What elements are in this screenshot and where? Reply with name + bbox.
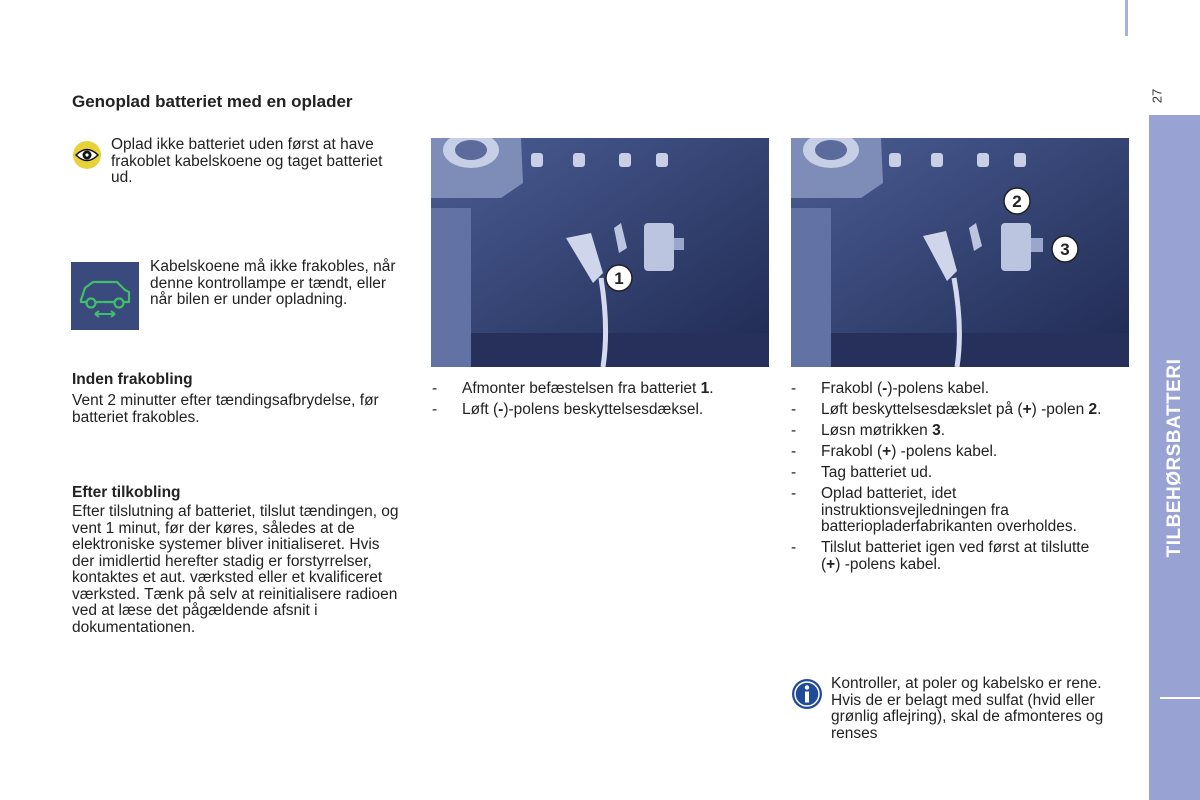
list-item: - Løft beskyttelsesdækslet på (+) -polen 2. xyxy=(791,402,1111,419)
sidebar-divider xyxy=(1160,697,1200,699)
before-disconnect-heading: Inden frakobling xyxy=(72,371,193,388)
page-number: 27 xyxy=(1149,88,1165,104)
steps-list-photo-1 xyxy=(432,381,777,423)
after-connect-text: Efter tilslutning af batteriet, tilslut tændingen, og vent 1 minut, før der køres, således at de elektroniske systemer bliver initialiseret. Hvis der imidlertid herefter stadig er forstyrrelser, kontaktes et aut. værksted eller et kvalificeret værksted. Tænk på selv at reinitialisere radioen ved at læse det pågældende afsnit i dokumentationen. xyxy=(72,503,399,636)
vehicle-note-text: Kabelskoene må ikke frakobles, når denne kontrollampe er tændt, eller når bilen er under opladning. xyxy=(150,258,396,308)
list-item: - Afmonter befæstelsen fra batteriet 1. xyxy=(432,381,777,398)
vehicle-charging-icon xyxy=(71,262,139,330)
info-note-text: Kontroller, at poler og kabelsko er rene. Hvis de er belagt med sulfat (hvid eller grønlig aflejring), skal de afmonteres og renses xyxy=(831,675,1104,742)
list-item: - Løft (-)-polens beskyttelsesdæksel. xyxy=(432,402,777,419)
callout-3: 3 xyxy=(1060,240,1070,259)
list-item: - Frakobl (-)-polens kabel. xyxy=(791,381,1111,398)
steps-list-photo-2 xyxy=(791,381,1111,578)
list-item: - Oplad batteriet, idet instruktionsvejledningen fra batteriopladerfabrikanten overholdes. xyxy=(791,486,1111,536)
info-icon xyxy=(791,678,823,710)
callout-2: 2 xyxy=(1012,192,1022,211)
top-accent-line xyxy=(1125,0,1128,36)
before-disconnect-text: Vent 2 minutter efter tændingsafbrydelse, før batteriet frakobles. xyxy=(72,392,379,426)
warning-note-text: Oplad ikke batteriet uden først at have frakoblet kabelskoene og taget batteriet ud. xyxy=(111,136,383,186)
list-item: - Løsn møtrikken 3. xyxy=(791,423,1111,440)
battery-photo-1 xyxy=(431,138,769,367)
eye-warning-icon xyxy=(72,141,104,169)
section-tab-label: TILBEHØRSBATTERI xyxy=(1163,358,1185,557)
list-item: - Frakobl (+) -polens kabel. xyxy=(791,444,1111,461)
list-item: - Tilslut batteriet igen ved først at tilslutte (+) -polens kabel. xyxy=(791,540,1111,573)
after-connect-heading: Efter tilkobling xyxy=(72,484,181,501)
battery-photo-2 xyxy=(791,138,1129,367)
page-title: Genoplad batteriet med en oplader xyxy=(72,92,353,111)
callout-1: 1 xyxy=(614,269,624,288)
list-item: - Tag batteriet ud. xyxy=(791,465,1111,482)
